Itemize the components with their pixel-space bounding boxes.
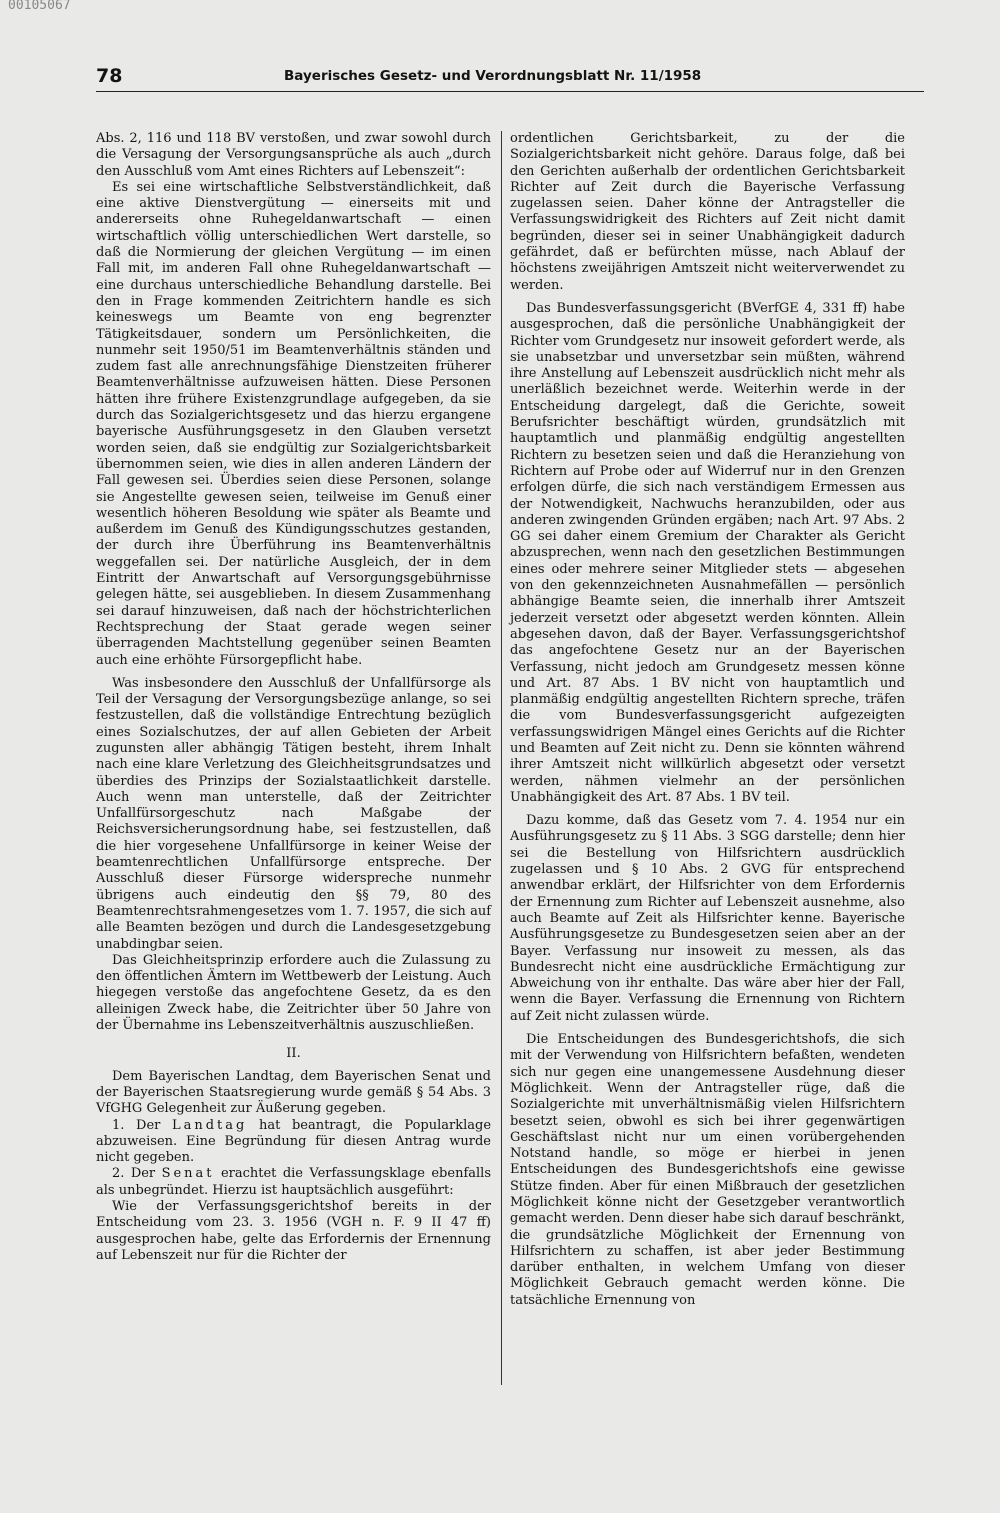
spaced-word: Senat: [161, 1166, 215, 1182]
scan-id: 00105067: [8, 0, 71, 13]
item-text: hat beantragt, die Popularklage abzuweisen. Eine Begründung für diesen Antrag wurde nicht gegeben.: [96, 1117, 492, 1166]
paragraph-item-2: [96, 1166, 491, 1199]
section-heading: II.: [286, 1046, 301, 1062]
paragraph: Dem Bayerischen Landtag, dem Bayerischen Senat und der Bayerischen Staatsregierung wurde gemäß § 54 Abs. 3 VfGHG Gelegenheit zur Äußerung gegeben.: [96, 1068, 491, 1117]
spaced-word: Landtag: [171, 1117, 248, 1133]
column-divider: [501, 131, 502, 1385]
page-number: 78: [96, 65, 123, 87]
right-column: [510, 131, 905, 1309]
paragraph-item-1: [96, 1118, 491, 1167]
item-prefix: 2. Der: [112, 1166, 156, 1182]
left-column: [96, 131, 491, 1264]
paragraph: Abs. 2, 116 und 118 BV verstoßen, und zwar sowohl durch die Versagung der Versorgungsansprüche als auch „durch den Ausschluß vom Amt eines Richters auf Lebenszeit“:: [96, 131, 491, 179]
paragraph: Was insbesondere den Ausschluß der Unfallfürsorge als Teil der Versagung der Versorgungsbezüge anlange, so sei festzustellen, daß die vollständige Entrechtung bezüglich eines Sozialschutzes, der auf allen Gebieten der Arbeit zugunsten aller abhängig Tätigen besteht, ihrem Inhalt nach eine klare Verletzung des Gleichheitsgrundsatzes und überdies des Prinzips der Sozialstaatlichkeit darstelle. Auch wenn man unterstelle, daß der Zeitrichter Unfallfürsorgeschutz nach Maßgabe der Reichsversicherungsordnung habe, sei festzustellen, daß die hier vorgesehene Unfallfürsorge in keiner Weise der beamtenrechtlichen Unfallfürsorge entspreche. Der Ausschluß dieser Fürsorge widerspreche nunmehr übrigens auch eindeutig den §§ 79, 80 des Beamtenrechtsrahmengesetzes vom 1. 7. 1957, die sich auf alle Beamten bezögen und durch die Landesgesetzgebung unabdingbar seien.: [96, 675, 491, 952]
paragraph: ordentlichen Gerichtsbarkeit, zu der die Sozialgerichtsbarkeit nicht gehöre. Daraus folge, daß bei den Gerichten außerhalb der ordentlichen Gerichtsbarkeit Richter auf Zeit durch die Bayerische Verfassung zugelassen seien. Daher könne der Antragsteller die Verfassungswidrigkeit des Richters auf Zeit nicht damit begründen, dieser sei in seiner Unabhängigkeit dadurch gefährdet, daß er befürchten müsse, nach Ablauf der höchstens zweijährigen Amtszeit nicht weiterverwendet zu werden.: [510, 131, 905, 293]
running-title: Bayerisches Gesetz- und Verordnungsblatt Nr. 11/1958: [284, 68, 702, 84]
item-text: erachtet die Verfassungsklage ebenfalls als unbegründet. Hierzu ist hauptsächlich ausgeführt:: [96, 1166, 491, 1198]
paragraph: Die Entscheidungen des Bundesgerichtshofs, die sich mit der Verwendung von Hilfsrichtern befaßten, wendeten sich nur gegen eine unangemessene Ausdehnung dieser Möglichkeit. Wenn der Antragsteller rüge, daß die Sozialgerichte mit unverhältnismäßig vielen Hilfsrichtern besetzt seien, obwohl es sich bei ihrer gegenwärtigen Geschäftslast nicht nur um einen vorübergehenden Notstand handle, so möge er hierbei in jenen Entscheidungen des Bundesgerichtshofs eine gewisse Stütze finden. Aber für einen Mißbrauch der gesetzlichen Möglichkeit könne nicht der Gesetzgeber verantwortlich gemacht werden. Denn dieser habe sich darauf beschränkt, die grundsätzliche Möglichkeit der Ernennung von Hilfsrichtern zu schaffen, ist aber jeder Bestimmung darüber enthalten, in welchem Umfang von dieser Möglichkeit Gebrauch gemacht werden könne. Die tatsächliche Ernennung von: [510, 1032, 905, 1308]
item-prefix: 1. Der: [112, 1117, 161, 1133]
paragraph: Es sei eine wirtschaftliche Selbstverständlichkeit, daß eine aktive Dienstvergütung — einerseits mit und andererseits ohne Ruhegeldanwartschaft — einen wirtschaftlich völlig unterschiedlichen Wert darstelle, so daß die Normierung der gleichen Vergütung — im einen Fall mit, im anderen Fall ohne Ruhegeldanwartschaft — eine durchaus unterschiedliche Behandlung darstelle. Bei den in Frage kommenden Zeitrichtern handle es sich keineswegs um Beamte von eng begrenzter Tätigkeitsdauer, sondern um Persönlichkeiten, die nunmehr seit 1950/51 im Beamtenverhältnis ständen und zudem fast alle anrechnungsfähige Dienstzeiten früherer Beamtenverhältnisse aufzuweisen hätten. Diese Personen hätten ihre frühere Existenzgrundlage aufgegeben, da sie durch das Sozialgerichtsgesetz und das hierzu ergangene bayerische Ausführungsgesetz in den Glauben versetzt worden seien, daß sie endgültig zur Sozialgerichtsbarkeit übernommen seien, wie dies in allen anderen Ländern der Fall gewesen sei. Überdies seien diese Personen, solange sie Angestellte gewesen seien, teilweise im Genuß einer wesentlich höheren Besoldung wie später als Beamte und außerdem im Genuß des Kündigungsschutzes gestanden, der durch ihre Überführung ins Beamtenverhältnis weggefallen sei. Der natürliche Ausgleich, der in dem Eintritt der Anwartschaft auf Versorgungsgebührnisse gelegen hätte, sei ausgeblieben. In diesem Zusammenhang sei darauf hinzuweisen, daß nach der höchstrichterlichen Rechtsprechung der Staat gerade wegen seiner überragenden Machtstellung gegenüber seinen Beamten auch eine erhöhte Fürsorgepflicht habe.: [96, 179, 491, 668]
paragraph: Das Gleichheitsprinzip erfordere auch die Zulassung zu den öffentlichen Ämtern im Wettbewerb der Leistung. Auch hiegegen verstoße das angefochtene Gesetz, da es den alleinigen Zweck habe, die Zeitrichter über 50 Jahre von der Übernahme ins Lebenszeitverhältnis auszuschließen.: [96, 952, 491, 1034]
paragraph: Dazu komme, daß das Gesetz vom 7. 4. 1954 nur ein Ausführungsgesetz zu § 11 Abs. 3 SGG darstelle; denn hier sei die Bestellung von Hilfsrichtern ausdrücklich zugelassen und § 10 Abs. 2 GVG für entsprechend anwendbar erklärt, der Hilfsrichter von dem Erfordernis der Ernennung zum Richter auf Lebenszeit ausnehme, also auch Beamte auf Zeit als Hilfsrichter kenne. Bayerische Ausführungsgesetze zu Bundesgesetzen seien aber an der Bayer. Verfassung nur insoweit zu messen, als das Bundesrecht nicht eine ausdrückliche Ermächtigung zur Abweichung von ihr enthalte. Das wäre aber hier der Fall, wenn die Bayer. Verfassung die Ernennung von Richtern auf Zeit nicht zulassen würde.: [510, 813, 905, 1024]
paragraph: Das Bundesverfassungsgericht (BVerfGE 4, 331 ff) habe ausgesprochen, daß die persönliche Unabhängigkeit der Richter vom Grundgesetz nur insoweit gefordert werde, als sie unabsetzbar und unversetzbar sein müßten, während ihre Anstellung auf Lebenszeit ausdrücklich nicht mehr als unerläßlich bezeichnet werde. Weiterhin werde in der Entscheidung dargelegt, daß die Gerichte, soweit Berufsrichter beschäftigt würden, grundsätzlich mit hauptamtlich und planmäßig endgültig angestellten Richtern zu besetzen seien und daß die Heranziehung von Richtern auf Probe oder auf Widerruf nur in den Grenzen erfolgen dürfe, die sich nach verständigem Ermessen aus der Notwendigkeit, Nachwuchs heranzubilden, oder aus anderen zwingenden Gründen ergäben; nach Art. 97 Abs. 2 GG sei daher einem Gremium der Charakter als Gericht abzusprechen, wenn nach den gesetzlichen Bestimmungen eines oder mehrere seiner Mitglieder stets — abgesehen von den gekennzeichneten Ausnahmefällen — persönlich abhängige Beamte seien, die innerhalb ihrer Amtszeit jederzeit versetzt oder abgesetzt werden könnten. Allein abgesehen davon, daß der Bayer. Verfassungsgerichtshof das angefochtene Gesetz nur an der Bayerischen Verfassung, nicht jedoch am Grundgesetz messen könne und Art. 87 Abs. 1 BV nicht von hauptamtlich und planmäßig endgültig angestellten Richtern spreche, träfen die vom Bundesverfassungsgericht aufgezeigten verfassungswidrigen Mängel eines Gerichts auf die Richter und Beamten auf Zeit nicht zu. Denn sie könnten während ihrer Amtszeit nicht willkürlich abgesetzt oder versetzt werden, nähmen vielmehr an der persönlichen Unabhängigkeit des Art. 87 Abs. 1 BV teil.: [510, 300, 905, 805]
paragraph: Wie der Verfassungsgerichtshof bereits in der Entscheidung vom 23. 3. 1956 (VGH n. F. 9 II 47 ff) ausgesprochen habe, gelte das Erfordernis der Ernennung auf Lebenszeit nur für die Richter der: [96, 1199, 491, 1263]
page-header: [96, 63, 924, 92]
